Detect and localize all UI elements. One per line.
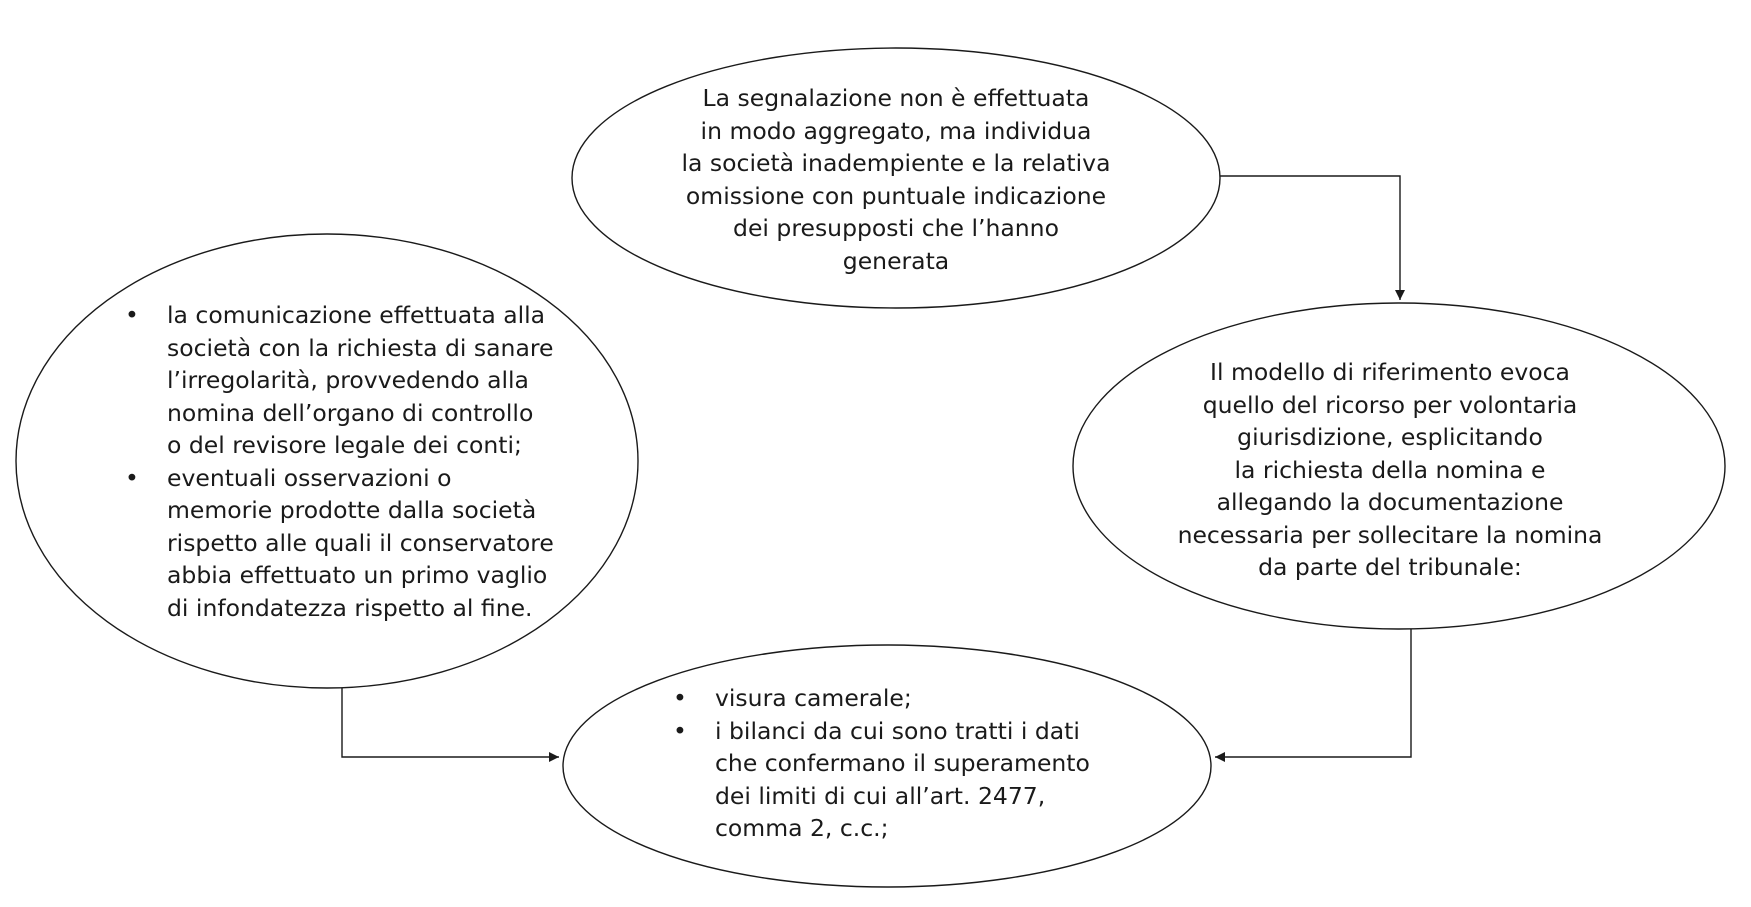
connector-left-to-bottom (342, 688, 559, 757)
right-line: necessaria per sollecitare la nomina (1177, 520, 1603, 549)
left-line: memorie prodotte dalla società (167, 496, 537, 524)
right-line: la richiesta della nomina e (1234, 455, 1546, 484)
bullet-icon: • (673, 684, 687, 712)
right-line: allegando la documentazione (1216, 488, 1564, 516)
left-node-list (125, 299, 595, 624)
right-line: quello del ricorso per volontaria (1202, 390, 1578, 419)
bottom-line: i bilanci da cui sono tratti i dati (715, 716, 1080, 745)
right-line: giurisdizione, esplicitando (1237, 423, 1543, 451)
right-node-text (1090, 356, 1690, 584)
top-line: La segnalazione non è effettuata (702, 84, 1090, 112)
connector-top-to-right (1220, 176, 1400, 300)
left-line: eventuali osservazioni o (167, 463, 452, 492)
left-line: rispetto alle quali il conservatore (167, 528, 554, 557)
bottom-line: che confermano il superamento (715, 749, 1090, 777)
right-line: da parte del tribunale: (1258, 553, 1522, 581)
top-node-text (596, 82, 1196, 277)
left-line: nomina dell’organo di controllo (167, 398, 534, 427)
left-line: di infondatezza rispetto al fine. (167, 593, 533, 622)
bottom-list-item (673, 715, 1133, 845)
left-list-item (125, 299, 595, 462)
bottom-line: visura camerale; (715, 684, 912, 712)
left-line: l’irregolarità, provvedendo alla (167, 366, 529, 394)
bottom-node-list (673, 682, 1133, 845)
left-line: o del revisore legale dei conti; (167, 431, 522, 459)
left-line: la comunicazione effettuata alla (167, 301, 546, 329)
bottom-list-item (673, 682, 1133, 715)
top-line: omissione con puntuale indicazione (685, 181, 1107, 210)
bottom-line: comma 2, c.c.; (715, 814, 889, 842)
top-line: in modo aggregato, ma individua (700, 116, 1092, 145)
bullet-icon: • (125, 301, 139, 329)
connector-right-to-bottom (1215, 629, 1411, 757)
bottom-line: dei limiti di cui all’art. 2477, (715, 781, 1046, 810)
left-line: abbia effettuato un primo vaglio (167, 561, 548, 589)
top-line: generata (842, 246, 950, 275)
bullet-icon: • (125, 463, 139, 492)
right-line: Il modello di riferimento evoca (1210, 358, 1570, 386)
left-list-item (125, 462, 595, 625)
top-line: dei presupposti che l’hanno (733, 214, 1059, 242)
top-line: la società inadempiente e la relativa (681, 149, 1111, 177)
bullet-icon: • (673, 716, 687, 745)
left-line: società con la richiesta di sanare (167, 333, 554, 362)
